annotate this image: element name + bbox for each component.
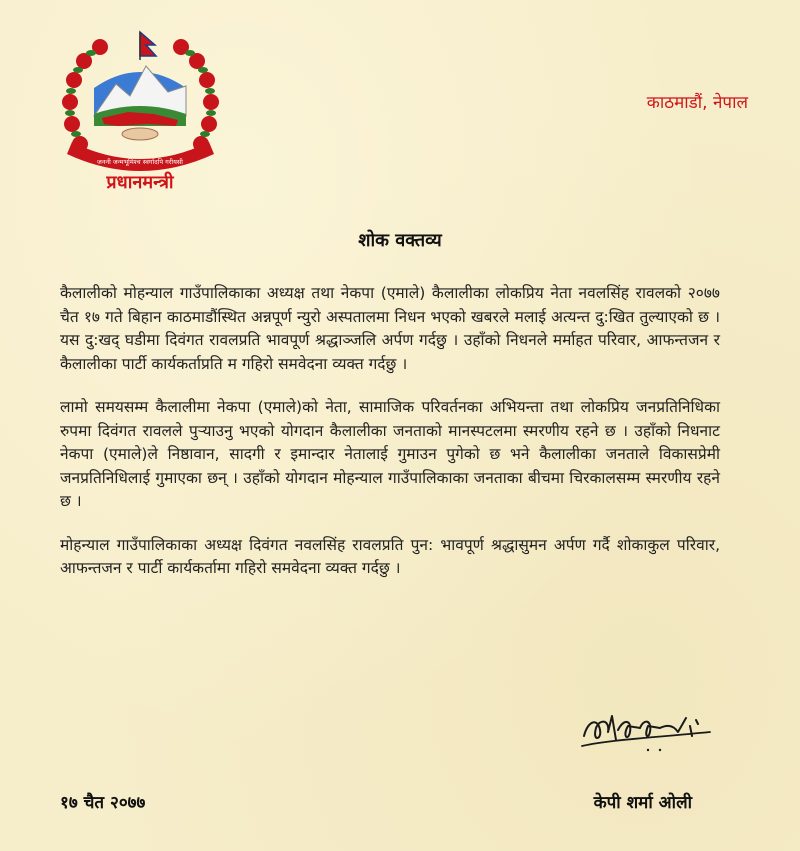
- statement-body: [60, 282, 720, 601]
- signatory-name: केपी शर्मा ओली: [593, 793, 692, 813]
- paragraph: लामो समयसम्म कैलालीमा नेकपा (एमाले)को नेता, सामाजिक परिवर्तनका अभियन्ता तथा लोकप्रिय जनप्रतिनिधिका रुपमा दिवंगत रावलले पुर्‍याउनु भएको योगदान कैलालीका जनताको मानस्पटलमा स्मरणीय रहने छ । उहाँको निधनाट नेकपा (एमाले)ले निष्ठावान, सादगी र इमान्दार नेतालाई गुमाउन पुगेको छ भने कैलालीका जनताले विकासप्रेमी जनप्रतिनिधिलाई गुमाएका छन् । उहाँको योगदान मोहन्याल गाउँपालिकाका जनताका बीचमा चिरकालसम्म स्मरणीय रहने छ ।: [60, 398, 720, 510]
- signature-icon: [578, 706, 718, 756]
- paragraph: कैलालीको मोहन्याल गाउँपालिकाका अध्यक्ष तथा नेकपा (एमाले) कैलालीका लोकप्रिय नेता नवलसिंह रावलको २०७७ चैत १७ गते बिहान काठमाडौंस्थित अन्नपूर्ण न्युरो अस्पतालमा निधन भएको खबरले मलाई अत्यन्त दु:खित तुल्याएको छ । यस दु:खद् घडीमा दिवंगत रावलप्रति भावपूर्ण श्रद्धाञ्जलि अर्पण गर्दछु । उहाँको निधनले मर्माहत परिवार, आफन्तजन र कैलालीका पार्टी कार्यकर्ताप्रति म गहिरो समवेदना व्यक्त गर्दछु ।: [60, 284, 720, 373]
- location-label: काठमाडौं, नेपाल: [646, 93, 748, 113]
- paragraph: मोहन्याल गाउँपालिकाका अध्यक्ष दिवंगत नवलसिंह रावलप्रति पुन: भावपूर्ण श्रद्धासुमन अर्पण गर्दै शोकाकुल परिवार, आफन्तजन र पार्टी कार्यकर्तामा गहिरो समवेदना व्यक्त गर्दछु ।: [60, 535, 720, 577]
- date-label: १७ चैत २०७७: [60, 793, 146, 813]
- national-emblem-icon: [58, 26, 223, 176]
- office-title: प्रधानमन्त्री: [106, 172, 174, 193]
- document-title: शोक वक्तव्य: [358, 230, 442, 251]
- svg-text:जननी जन्मभूमिश्च स्वर्गादपि गर: जननी जन्मभूमिश्च स्वर्गादपि गरीयसी: [97, 158, 183, 166]
